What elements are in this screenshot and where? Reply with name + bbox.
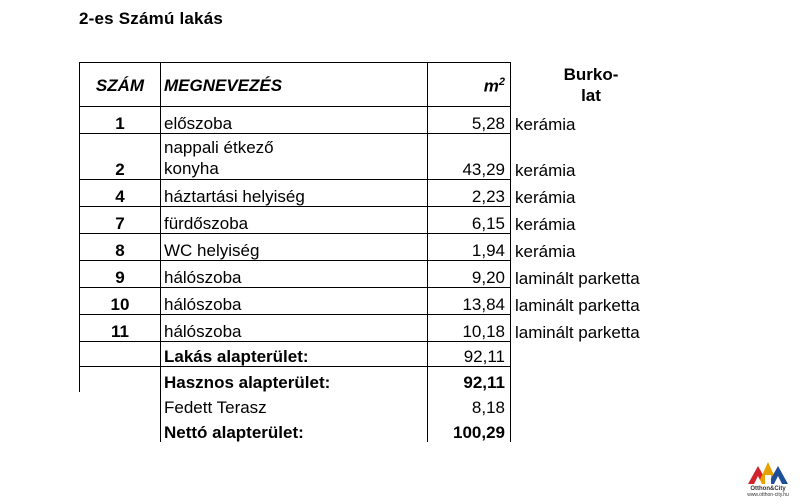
summary-empty-cell [511,342,671,367]
table-header-row [80,63,671,107]
room-flooring: kerámia [515,187,576,207]
room-name-line2: konyha [164,159,219,178]
room-name: hálószoba [161,261,428,288]
summary-label: Hasznos alapterület: [161,367,428,392]
header-burkolat-line2: lat [581,85,601,105]
room-name: fürdőszoba [161,207,428,234]
header-burkolat [511,63,671,107]
room-number: 8 [80,234,161,261]
summary-row [80,367,671,392]
logo-brand-name: Otthon&City [750,486,786,492]
summary-row [80,417,671,442]
table-row [80,234,671,261]
room-name: WC helyiség [161,234,428,261]
room-number: 9 [80,261,161,288]
header-megnevezes: MEGNEVEZÉS [161,63,428,107]
header-area [428,63,511,107]
summary-value: 92,11 [428,367,511,392]
room-table [79,62,671,442]
room-area: 2,23 [428,180,511,207]
room-area: 10,18 [428,315,511,342]
room-area: 5,28 [428,107,511,134]
table-row [80,180,671,207]
room-number: 10 [80,288,161,315]
room-flooring: kerámia [515,241,576,261]
header-area-exponent: 2 [498,76,505,89]
room-number: 4 [80,180,161,207]
page-title: 2-es Számú lakás [79,9,224,28]
table-row [80,207,671,234]
summary-empty-cell [80,417,161,442]
logo-url: www.otthon-city.hu [747,492,789,498]
room-name: előszoba [161,107,428,134]
summary-empty-cell [511,367,671,392]
summary-empty-cell [80,342,161,367]
room-name: hálószoba [161,315,428,342]
room-number: 2 [80,134,161,180]
brand-logo [746,458,790,498]
room-name-line1: nappali étkező [164,138,274,157]
summary-empty-cell [80,392,161,417]
summary-empty-cell [80,367,161,392]
summary-label: Fedett Terasz [161,392,428,417]
room-flooring: laminált parketta [515,322,640,342]
table-row [80,261,671,288]
room-area: 6,15 [428,207,511,234]
room-flooring: laminált parketta [515,295,640,315]
header-area-unit: m [483,76,499,96]
room-flooring: kerámia [515,114,576,134]
summary-label: Lakás alapterület: [161,342,428,367]
table-row [80,288,671,315]
house-logo-icon [746,458,790,486]
room-number: 7 [80,207,161,234]
summary-value: 100,29 [428,417,511,442]
summary-row [80,342,671,367]
room-flooring: laminált parketta [515,268,640,288]
table-row [80,107,671,134]
table-row [80,315,671,342]
table-row [80,134,671,180]
header-burkolat-line1: Burko- [563,64,619,84]
room-flooring: kerámia [515,160,576,180]
summary-empty-cell [511,392,671,417]
room-name: hálószoba [161,288,428,315]
room-name [161,134,428,180]
room-number: 11 [80,315,161,342]
room-area: 1,94 [428,234,511,261]
room-number: 1 [80,107,161,134]
summary-row [80,392,671,417]
room-name: háztartási helyiség [161,180,428,207]
room-area: 9,20 [428,261,511,288]
summary-empty-cell [511,417,671,442]
room-area: 13,84 [428,288,511,315]
room-flooring: kerámia [515,214,576,234]
summary-label: Nettó alapterület: [161,417,428,442]
header-szam: SZÁM [80,63,161,107]
room-area: 43,29 [428,134,511,180]
summary-value: 8,18 [428,392,511,417]
summary-value: 92,11 [428,342,511,367]
